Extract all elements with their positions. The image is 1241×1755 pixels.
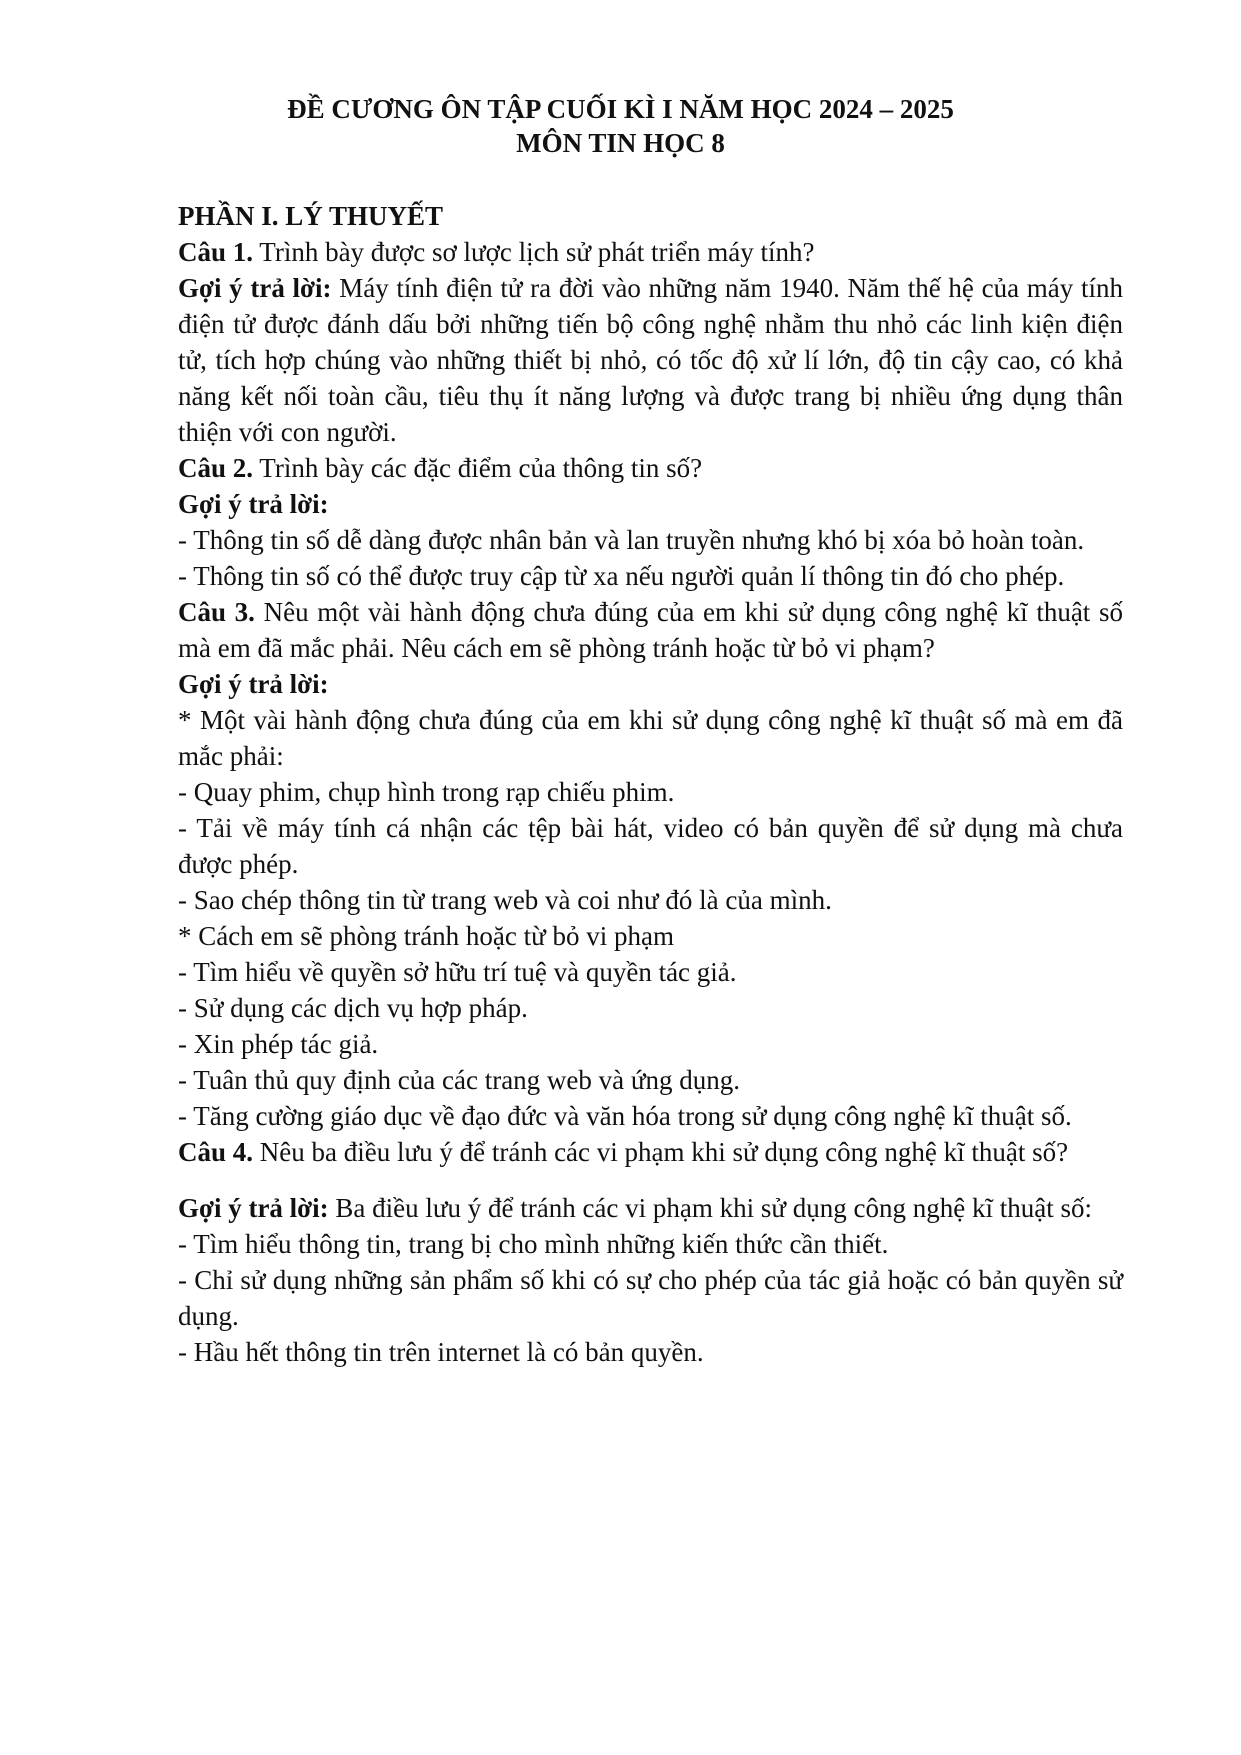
question-2-text: Trình bày các đặc điểm của thông tin số? — [253, 453, 703, 483]
answer-4-label: Gợi ý trả lời: — [178, 1193, 329, 1223]
answer-3-item: - Quay phim, chụp hình trong rạp chiếu phim. — [178, 777, 675, 807]
answer-3-item: - Tìm hiểu về quyền sở hữu trí tuệ và quyền tác giả. — [178, 957, 737, 987]
answer-4 — [178, 1190, 1123, 1226]
question-4-label: Câu 4. — [178, 1137, 254, 1167]
answer-1-label: Gợi ý trả lời: — [178, 273, 332, 303]
question-4 — [178, 1134, 1123, 1170]
question-4-text: Nêu ba điều lưu ý để tránh các vi phạm khi sử dụng công nghệ kĩ thuật số? — [253, 1137, 1069, 1167]
question-2-label: Câu 2. — [178, 453, 254, 483]
answer-4-text: Ba điều lưu ý để tránh các vi phạm khi sử dụng công nghệ kĩ thuật số: — [328, 1193, 1092, 1223]
answer-3-item: - Tải về máy tính cá nhận các tệp bài hát, video có bản quyền để sử dụng mà chưa được phép. — [178, 813, 1123, 879]
question-3-text: Nêu một vài hành động chưa đúng của em khi sử dụng công nghệ kĩ thuật số mà em đã mắc phải. Nêu cách em sẽ phòng tránh hoặc từ bỏ vi phạm? — [178, 597, 1123, 663]
answer-3-item: * Cách em sẽ phòng tránh hoặc từ bỏ vi phạm — [178, 921, 675, 951]
spacer — [178, 1170, 1123, 1190]
document-title: ĐỀ CƯƠNG ÔN TẬP CUỐI KÌ I NĂM HỌC 2024 – 2025 — [287, 94, 954, 124]
answer-2-item: - Thông tin số có thể được truy cập từ xa nếu người quản lí thông tin đó cho phép. — [178, 561, 1065, 591]
answer-3-label: Gợi ý trả lời: — [178, 669, 329, 699]
answer-3-item: - Tăng cường giáo dục về đạo đức và văn hóa trong sử dụng công nghệ kĩ thuật số. — [178, 1101, 1072, 1131]
answer-3-item: * Một vài hành động chưa đúng của em khi sử dụng công nghệ kĩ thuật số mà em đã mắc phải: — [178, 705, 1123, 771]
question-1-label: Câu 1. — [178, 237, 254, 267]
question-1-text: Trình bày được sơ lược lịch sử phát triển máy tính? — [253, 237, 815, 267]
answer-3-item: - Xin phép tác giả. — [178, 1029, 379, 1059]
answer-3-item: - Sao chép thông tin từ trang web và coi như đó là của mình. — [178, 885, 832, 915]
answer-3-item: - Sử dụng các dịch vụ hợp pháp. — [178, 993, 528, 1023]
answer-2-item: - Thông tin số dễ dàng được nhân bản và lan truyền nhưng khó bị xóa bỏ hoàn toàn. — [178, 525, 1085, 555]
answer-4-item: - Hầu hết thông tin trên internet là có bản quyền. — [178, 1337, 704, 1367]
answer-2-label: Gợi ý trả lời: — [178, 489, 329, 519]
answer-4-item: - Chỉ sử dụng những sản phẩm số khi có sự cho phép của tác giả hoặc có bản quyền sử dụng. — [178, 1265, 1123, 1331]
answer-1-text: Máy tính điện tử ra đời vào những năm 1940. Năm thế hệ của máy tính điện tử được đánh dấu bởi những tiến bộ công nghệ nhằm thu nhỏ các linh kiện điện tử, tích hợp chúng vào những thiết bị nhỏ, có tốc độ xử lí lớn, độ tin cậy cao, có khả năng kết nối toàn cầu, tiêu thụ ít năng lượng và được trang bị nhiều ứng dụng thân thiện với con người. — [178, 273, 1124, 447]
question-3-label: Câu 3. — [178, 597, 255, 627]
document-body — [178, 198, 1123, 1370]
question-1 — [178, 234, 1123, 270]
section-heading: PHẦN I. LÝ THUYẾT — [178, 201, 444, 231]
document-subtitle: MÔN TIN HỌC 8 — [516, 128, 725, 158]
answer-1 — [178, 270, 1123, 450]
question-3 — [178, 594, 1123, 666]
answer-3-item: - Tuân thủ quy định của các trang web và ứng dụng. — [178, 1065, 741, 1095]
answer-4-item: - Tìm hiểu thông tin, trang bị cho mình những kiến thức cần thiết. — [178, 1229, 889, 1259]
question-2 — [178, 450, 1123, 486]
